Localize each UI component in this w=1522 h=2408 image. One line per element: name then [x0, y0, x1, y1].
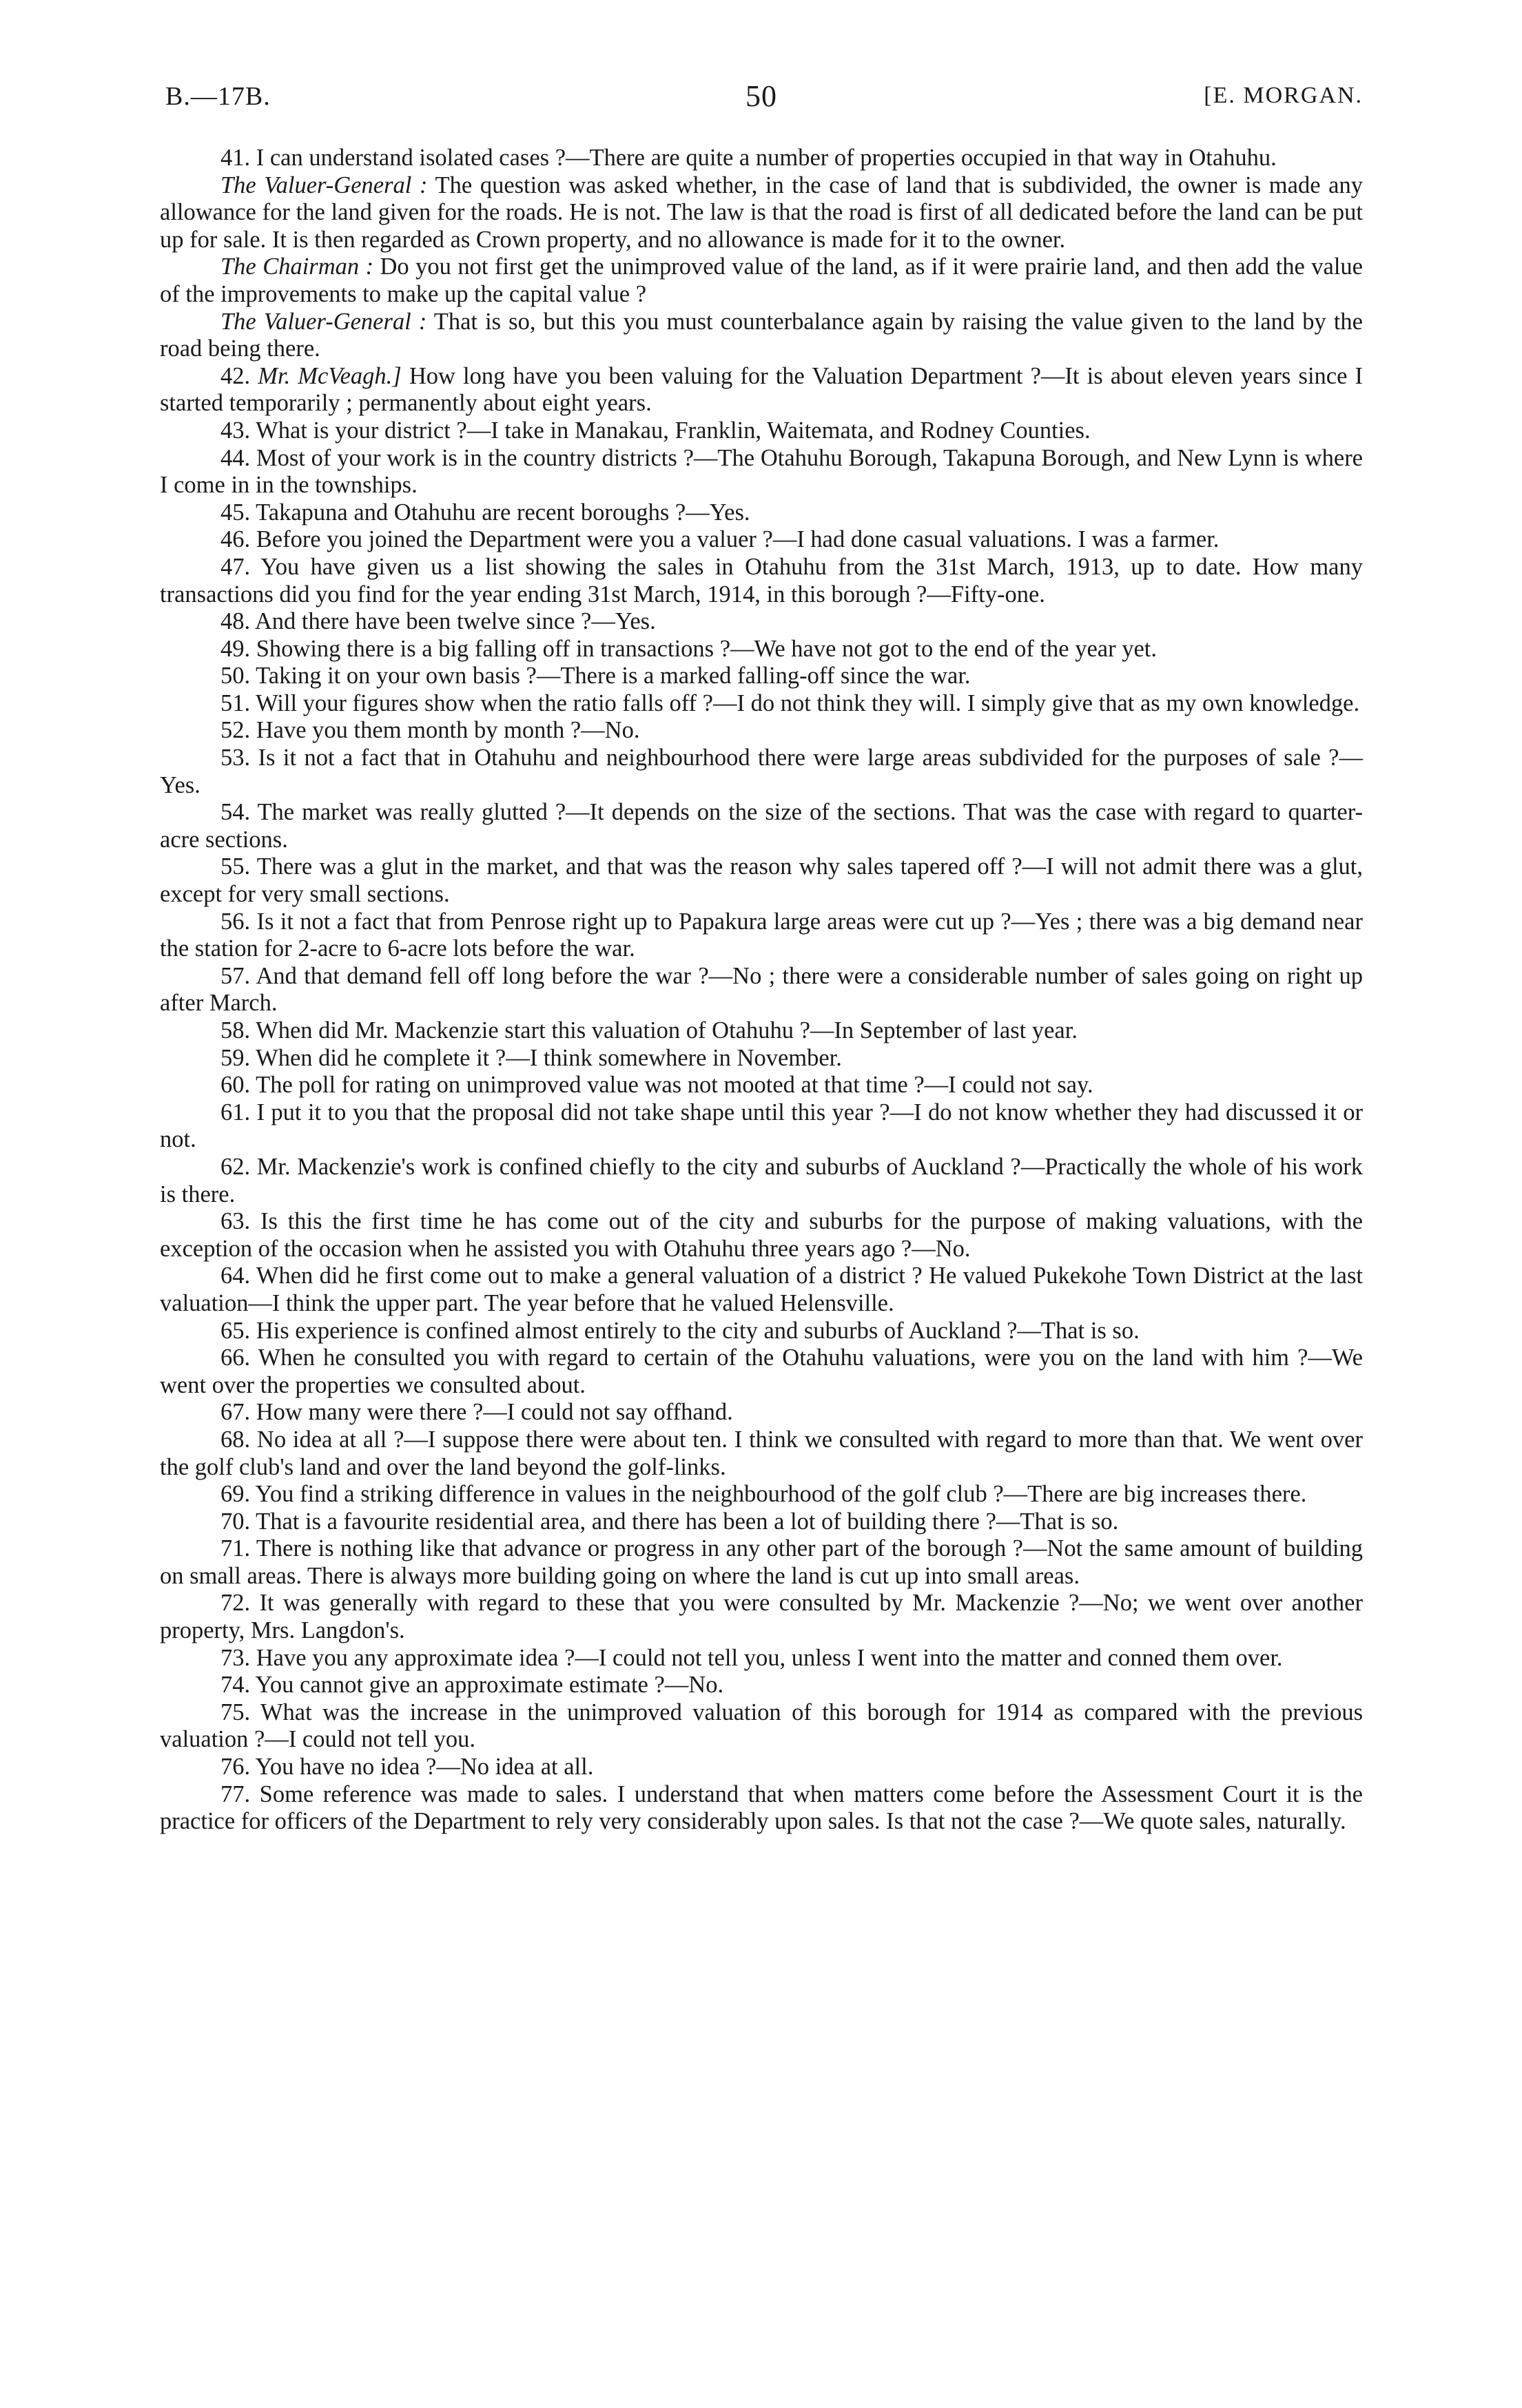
- paragraph-text: 64. When did he first come out to make a general valuation of a district ? He valued Pukekohe Town District at the last valuation—I think the upper part. The year before that he valued Helensville.: [160, 1263, 1363, 1316]
- paragraph-text: 75. What was the increase in the unimproved valuation of this borough for 1914 as compared with the previous valuation ?—I could not tell you.: [160, 1699, 1363, 1753]
- testimony-paragraph: [160, 1590, 1363, 1644]
- paragraph-text: 67. How many were there ?—I could not say offhand.: [220, 1399, 733, 1426]
- testimony-paragraph: [160, 1099, 1363, 1154]
- paragraph-text: 54. The market was really glutted ?—It depends on the size of the sections. That was the case with regard to quarter-acre sections.: [160, 799, 1363, 853]
- testimony-paragraph: [160, 145, 1363, 172]
- paragraph-text: 70. That is a favourite residential area, and there has been a lot of building there ?—That is so.: [220, 1508, 1119, 1535]
- paragraph-text: That is so, but this you must counterbalance again by raising the value given to the land by the road being there.: [160, 308, 1363, 362]
- paragraph-text: 60. The poll for rating on unimproved value was not mooted at that time ?—I could not say.: [220, 1072, 1093, 1099]
- testimony-paragraph: [160, 1754, 1363, 1781]
- testimony-paragraph: [160, 1645, 1363, 1672]
- speaker-label: The Valuer-General :: [220, 172, 428, 198]
- page-number: 50: [745, 79, 777, 113]
- paragraph-text: 49. Showing there is a big falling off in transactions ?—We have not got to the end of the year yet.: [220, 635, 1157, 662]
- paragraph-text: 55. There was a glut in the market, and that was the reason why sales tapered off ?—I will not admit there was a glut, except for very small sections.: [160, 853, 1363, 908]
- paragraph-text: 46. Before you joined the Department were you a valuer ?—I had done casual valuations. I was a farmer.: [220, 526, 1220, 553]
- speaker-label: Mr. McVeagh.]: [258, 362, 402, 389]
- speaker-label: The Valuer-General :: [220, 308, 427, 335]
- testimony-paragraph: [160, 417, 1363, 445]
- testimony-paragraph: [160, 1263, 1363, 1317]
- testimony-body: [160, 145, 1363, 1836]
- document-reference: B.—17B.: [165, 82, 271, 111]
- testimony-paragraph: [160, 445, 1363, 499]
- paragraph-text: 66. When he consulted you with regard to certain of the Otahuhu valuations, were you on the land with him ?—We went over the properties we consulted about.: [160, 1345, 1363, 1398]
- paragraph-text: 43. What is your district ?—I take in Manakau, Franklin, Waitemata, and Rodney Counties.: [220, 417, 1091, 444]
- paragraph-text: 51. Will your figures show when the ratio falls off ?—I do not think they will. I simply give that as my own knowledge.: [220, 689, 1360, 716]
- testimony-paragraph: [160, 1508, 1363, 1536]
- testimony-paragraph: [160, 1045, 1363, 1072]
- paragraph-text: 53. Is it not a fact that in Otahuhu and neighbourhood there were large areas subdivided for the purposes of sale ?—Yes.: [160, 745, 1363, 798]
- paragraph-text: 50. Taking it on your own basis ?—There is a marked falling-off since the war.: [220, 663, 971, 689]
- paragraph-text: How long have you been valuing for the Valuation Department ?—It is about eleven years since I started temporarily ; permanently about eight years.: [160, 362, 1363, 417]
- paragraph-text: 52. Have you them month by month ?—No.: [220, 717, 640, 744]
- testimony-paragraph: [160, 963, 1363, 1017]
- page-header: [160, 76, 1363, 117]
- testimony-paragraph: [160, 1318, 1363, 1345]
- paragraph-text: 77. Some reference was made to sales. I understand that when matters come before the Assessment Court it is the practice for officers of the Department to rely very considerably upon sales. Is that not the case ?—We quote sales, naturally.: [160, 1781, 1363, 1835]
- paragraph-text: 48. And there have been twelve since ?—Yes.: [220, 608, 656, 635]
- paragraph-text: Do you not first get the unimproved value of the land, as if it were prairie land, and then add the value of the improvements to make up the capital value ?: [160, 253, 1363, 307]
- paragraph-text: 47. You have given us a list showing the sales in Otahuhu from the 31st March, 1913, up to date. How many transactions did you find for the year ending 31st March, 1914, in this borough ?—Fifty-one.: [160, 553, 1363, 608]
- paragraph-text: 59. When did he complete it ?—I think somewhere in November.: [220, 1044, 842, 1071]
- testimony-paragraph: [160, 799, 1363, 853]
- testimony-paragraph: [160, 172, 1363, 254]
- testimony-paragraph: [160, 1672, 1363, 1699]
- paragraph-text: 73. Have you any approximate idea ?—I could not tell you, unless I went into the matter and conned them over.: [220, 1644, 1283, 1671]
- question-number: 42.: [220, 362, 258, 389]
- paragraph-text: 41. I can understand isolated cases ?—There are quite a number of properties occupied in that way in Otahuhu.: [220, 145, 1277, 171]
- testimony-paragraph: [160, 253, 1363, 308]
- testimony-paragraph: [160, 909, 1363, 963]
- document-page: [160, 76, 1363, 1836]
- testimony-paragraph: [160, 853, 1363, 908]
- testimony-paragraph: [160, 745, 1363, 799]
- paragraph-text: 65. His experience is confined almost entirely to the city and suburbs of Auckland ?—That is so.: [220, 1317, 1140, 1344]
- speaker-label: The Chairman :: [220, 253, 374, 280]
- paragraph-text: 72. It was generally with regard to these that you were consulted by Mr. Mackenzie ?—No; we went over another property, Mrs. Langdon's.: [160, 1590, 1363, 1644]
- paragraph-text: 63. Is this the first time he has come out of the city and suburbs for the purpose of making valuations, with the exception of the occasion when he assisted you with Otahuhu three years ago ?—No.: [160, 1208, 1363, 1262]
- testimony-paragraph: [160, 690, 1363, 718]
- testimony-paragraph: [160, 636, 1363, 663]
- paragraph-text: 57. And that demand fell off long before the war ?—No ; there were a considerable number of sales going on right up after March.: [160, 962, 1363, 1017]
- paragraph-text: 58. When did Mr. Mackenzie start this valuation of Otahuhu ?—In September of last year.: [220, 1017, 1078, 1044]
- testimony-paragraph: [160, 1535, 1363, 1590]
- testimony-paragraph: [160, 1426, 1363, 1481]
- testimony-paragraph: [160, 309, 1363, 363]
- paragraph-text: 68. No idea at all ?—I suppose there were about ten. I think we consulted with regard to more than that. We went over the golf club's land and over the land beyond the golf-links.: [160, 1426, 1363, 1480]
- testimony-paragraph: [160, 1017, 1363, 1045]
- testimony-paragraph: [160, 1699, 1363, 1754]
- testimony-paragraph: [160, 526, 1363, 554]
- testimony-paragraph: [160, 608, 1363, 636]
- paragraph-text: The question was asked whether, in the case of land that is subdivided, the owner is made any allowance for the land given for the roads. He is not. The law is that the road is first of all dedicated before the land can be put up for sale. It is then regarded as Crown property, and no allowance is made for it to the owner.: [160, 172, 1363, 253]
- witness-name: [E. MORGAN.: [1204, 83, 1363, 108]
- testimony-paragraph: [160, 499, 1363, 527]
- testimony-paragraph: [160, 1399, 1363, 1426]
- paragraph-text: 74. You cannot give an approximate estimate ?—No.: [220, 1672, 724, 1699]
- testimony-paragraph: [160, 1208, 1363, 1263]
- testimony-paragraph: [160, 717, 1363, 745]
- paragraph-text: 69. You find a striking difference in values in the neighbourhood of the golf club ?—There are big increases there.: [220, 1481, 1307, 1508]
- paragraph-text: 76. You have no idea ?—No idea at all.: [220, 1754, 594, 1781]
- testimony-paragraph: [160, 363, 1363, 417]
- testimony-paragraph: [160, 1345, 1363, 1399]
- testimony-paragraph: [160, 1481, 1363, 1508]
- testimony-paragraph: [160, 1072, 1363, 1099]
- testimony-paragraph: [160, 1781, 1363, 1836]
- paragraph-text: 62. Mr. Mackenzie's work is confined chiefly to the city and suburbs of Auckland ?—Practically the whole of his work is there.: [160, 1153, 1363, 1207]
- paragraph-text: 45. Takapuna and Otahuhu are recent boroughs ?—Yes.: [220, 499, 750, 526]
- paragraph-text: 44. Most of your work is in the country districts ?—The Otahuhu Borough, Takapuna Borough, and New Lynn is where I come in in the townships.: [160, 444, 1363, 499]
- testimony-paragraph: [160, 663, 1363, 690]
- paragraph-text: 61. I put it to you that the proposal did not take shape until this year ?—I do not know whether they had discussed it or not.: [160, 1099, 1363, 1153]
- paragraph-text: 71. There is nothing like that advance or progress in any other part of the borough ?—Not the same amount of building on small areas. There is always more building going on where the land is cut up into small areas.: [160, 1535, 1363, 1589]
- paragraph-text: 56. Is it not a fact that from Penrose right up to Papakura large areas were cut up ?—Yes ; there was a big demand near the station for 2-acre to 6-acre lots before the war.: [160, 908, 1363, 962]
- testimony-paragraph: [160, 1154, 1363, 1208]
- testimony-paragraph: [160, 554, 1363, 608]
